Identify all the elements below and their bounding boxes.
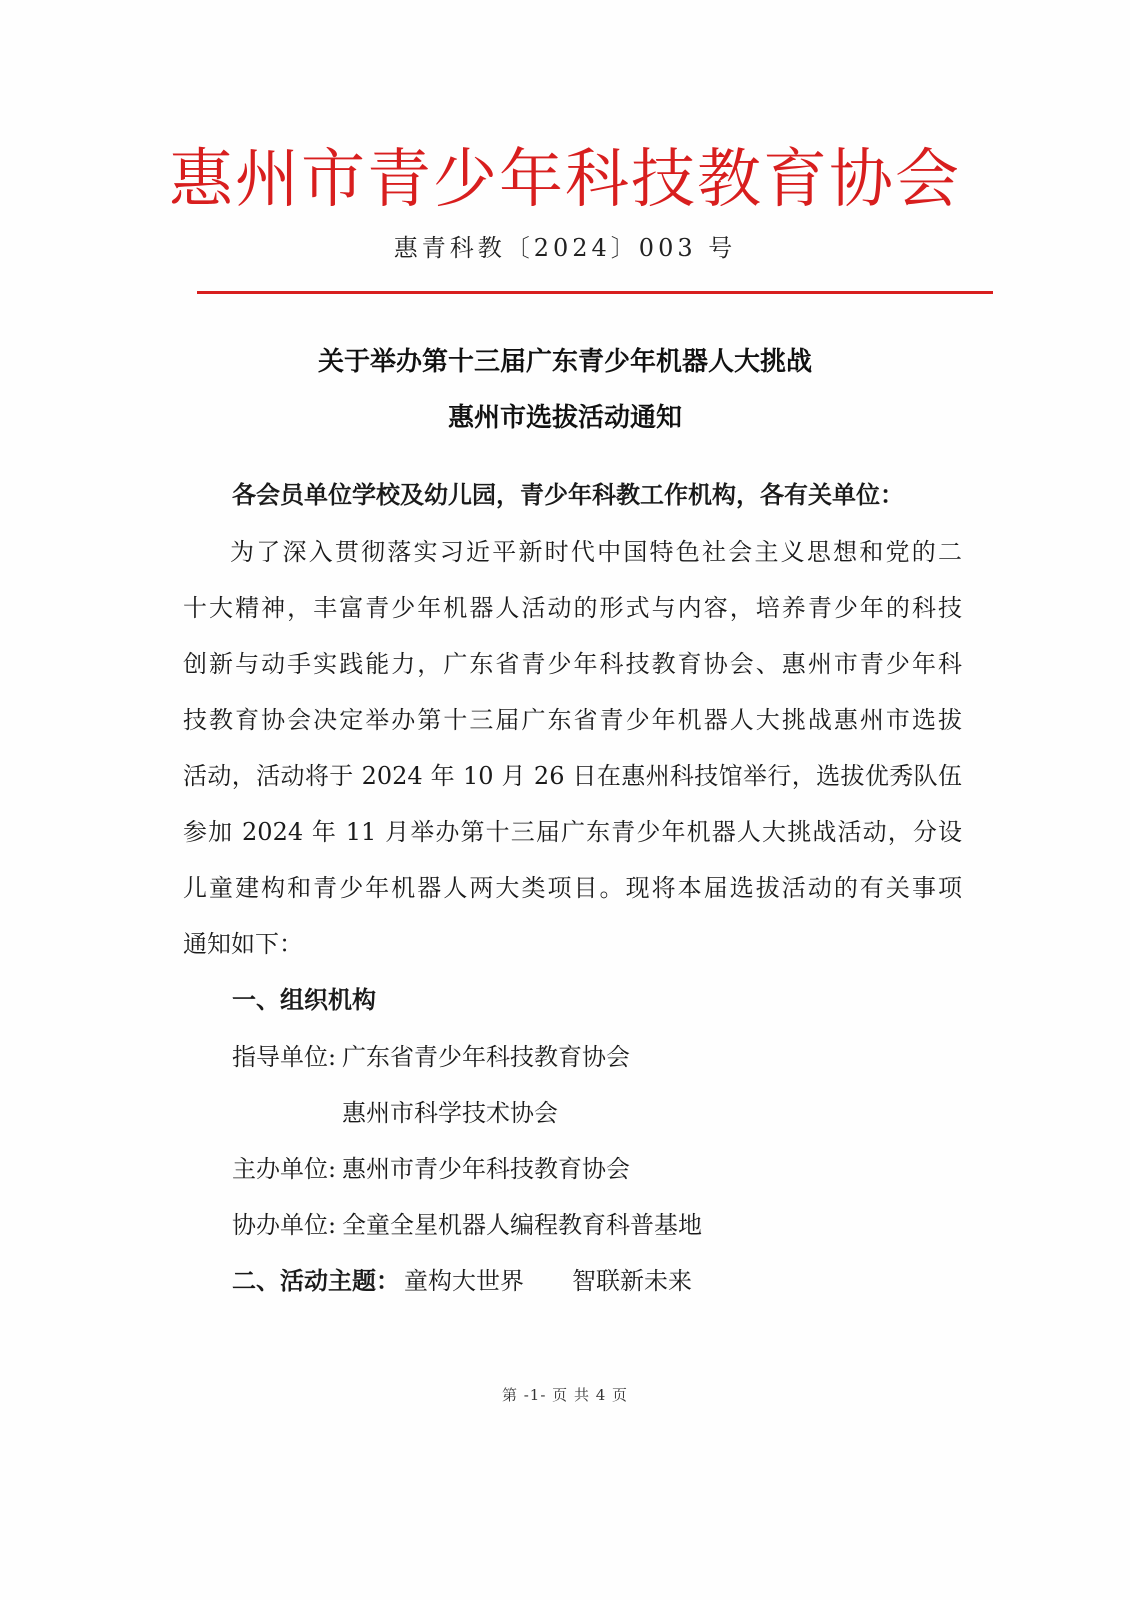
co-organizer-label: 协办单位: [232,1211,337,1239]
body-line: 十大精神，丰富青少年机器人活动的形式与内容，培养青少年的科技 [183,594,962,622]
body-line: 创新与动手实践能力，广东省青少年科技教育协会、惠州市青少年科 [183,650,962,678]
body-line: 活动，活动将于 2024 年 10 月 26 日在惠州科技馆举行，选拔优秀队伍 [183,762,962,790]
red-separator-line [197,291,993,294]
activity-theme: 童构大世界 智联新未来 [404,1267,692,1295]
body-line: 参加 2024 年 11 月举办第十三届广东青少年机器人大挑战活动，分设 [183,818,962,846]
section-heading-organization: 一、组织机构 [232,986,376,1014]
document-number: 惠青科教〔2024〕003 号 [393,234,737,262]
host-unit-org: 惠州市青少年科技教育协会 [342,1155,630,1183]
body-line: 儿童建构和青少年机器人两大类项目。现将本届选拔活动的有关事项 [183,874,962,902]
guide-unit-org-1: 广东省青少年科技教育协会 [342,1043,630,1071]
body-line: 通知如下： [183,930,303,958]
notice-title-line-1: 关于举办第十三届广东青少年机器人大挑战 [317,347,812,377]
organization-letterhead: 惠州市青少年科技教育协会 [169,143,961,217]
body-line: 为了深入贯彻落实习近平新时代中国特色社会主义思想和党的二 [230,538,962,566]
body-line: 技教育协会决定举办第十三届广东省青少年机器人大挑战惠州市选拔 [183,706,962,734]
guide-unit-label: 指导单位: [232,1043,337,1071]
guide-unit-org-2: 惠州市科学技术协会 [342,1099,558,1127]
page-number-footer: 第 -1- 页 共 4 页 [501,1386,629,1404]
section-heading-theme: 二、活动主题： [232,1267,400,1295]
notice-title-line-2: 惠州市选拔活动通知 [447,403,682,433]
host-unit-label: 主办单位: [232,1155,337,1183]
salutation: 各会员单位学校及幼儿园，青少年科教工作机构，各有关单位： [232,481,904,509]
co-organizer-org: 全童全星机器人编程教育科普基地 [342,1211,702,1239]
